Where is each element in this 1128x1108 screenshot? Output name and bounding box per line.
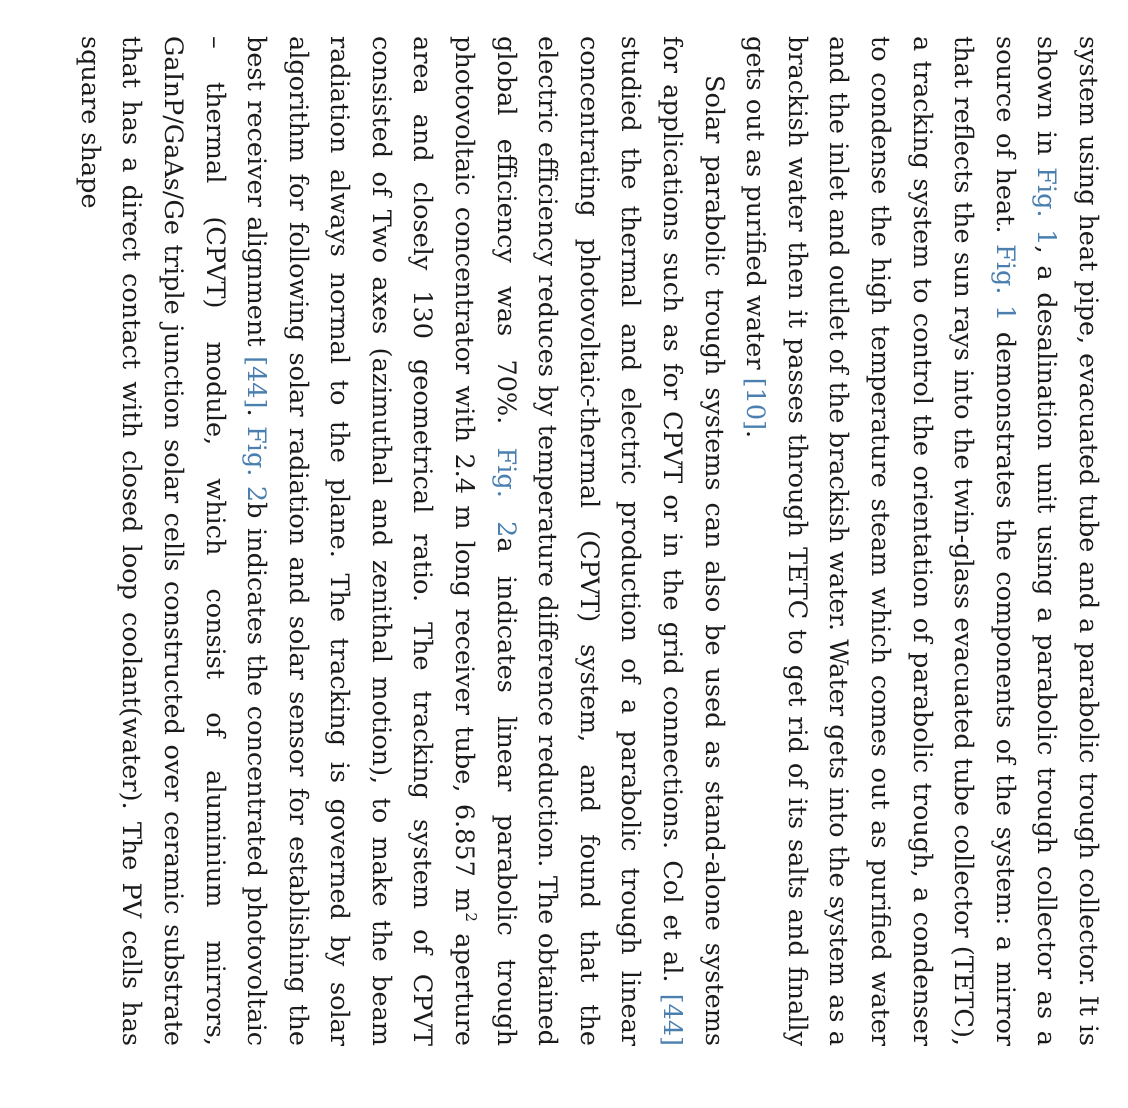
paragraph-2-text-2: studied the thermal and electric production of a parabolic trough linear concentrating photovoltaic-thermal (CPVT) system, and found that the electric efficiency reduces by temperature difference reduction. The obtained global efficiency was 70%. [490,36,646,1046]
paragraph-2 [68,36,734,1046]
paragraph-1 [734,36,1108,1046]
paragraph-1-text-1: system using heat pipe, evacuated tube and a parabolic trough collector. It is shown in [1031,36,1103,1046]
paragraph-1-text-4: . [740,430,771,439]
figure-1-link[interactable]: Fig. 1 [1031,167,1062,246]
paragraph-2-text-5: . [241,408,272,427]
paragraph-2-text-3: a indicates linear parabolic trough photovoltaic concentrator with 2.4 m long receiver tube, 6.857 m [449,36,521,1047]
figure-2-link[interactable]: Fig. 2 [241,426,272,503]
superscript-2: 2 [462,912,481,922]
citation-link-10[interactable]: [10] [740,377,771,431]
figure-2-link[interactable]: Fig. 2 [490,447,521,538]
citation-link-44[interactable]: [44] [241,356,272,409]
paragraph-2-text-6: b indicates the concentrated photovoltaic – thermal (CPVT) module, which consist of aluminium mirrors, GaInP/GaAs/Ge triple junction solar cells constructed over ceramic substrate that has a direct contact with closed loop coolant(water). The PV cells has square shape [74,36,272,1047]
paragraph-1-text-3: demonstrates the components of the system: a mirror that reflects the sun rays into the twin-glass evacuated tube collector (TETC), a tracking system to control the orientation of parabolic trough, a condenser to condense the high temperature steam which comes out as purified water and the inlet and outlet of the brackish water. Water gets into the system as a brackish water then it passes through TETC to get rid of its salts and finally gets out as purified water [740,36,1020,1046]
paragraph-2-text-4: aperture area and closely 130 geometrical ratio. The tracking system of CPVT consisted of Two axes (azimuthal and zenithal motion), to make the beam radiation always normal to the plane. The tracking is governed by solar algorithm for following solar radiation and solar sensor for establishing the best receiver alignment [241,36,480,1046]
paragraph-1-text-2: , a desalination unit using a parabolic trough collector as a source of heat. [989,36,1062,1047]
citation-link-44[interactable]: [44] [657,993,688,1046]
figure-1-link[interactable]: Fig. 1 [989,244,1020,322]
article-body [68,36,1108,1046]
paragraph-2-text-1: Solar parabolic trough systems can also be used as stand-alone systems for applications such as for CPVT or in the grid connections. Col et al. [657,36,729,1046]
